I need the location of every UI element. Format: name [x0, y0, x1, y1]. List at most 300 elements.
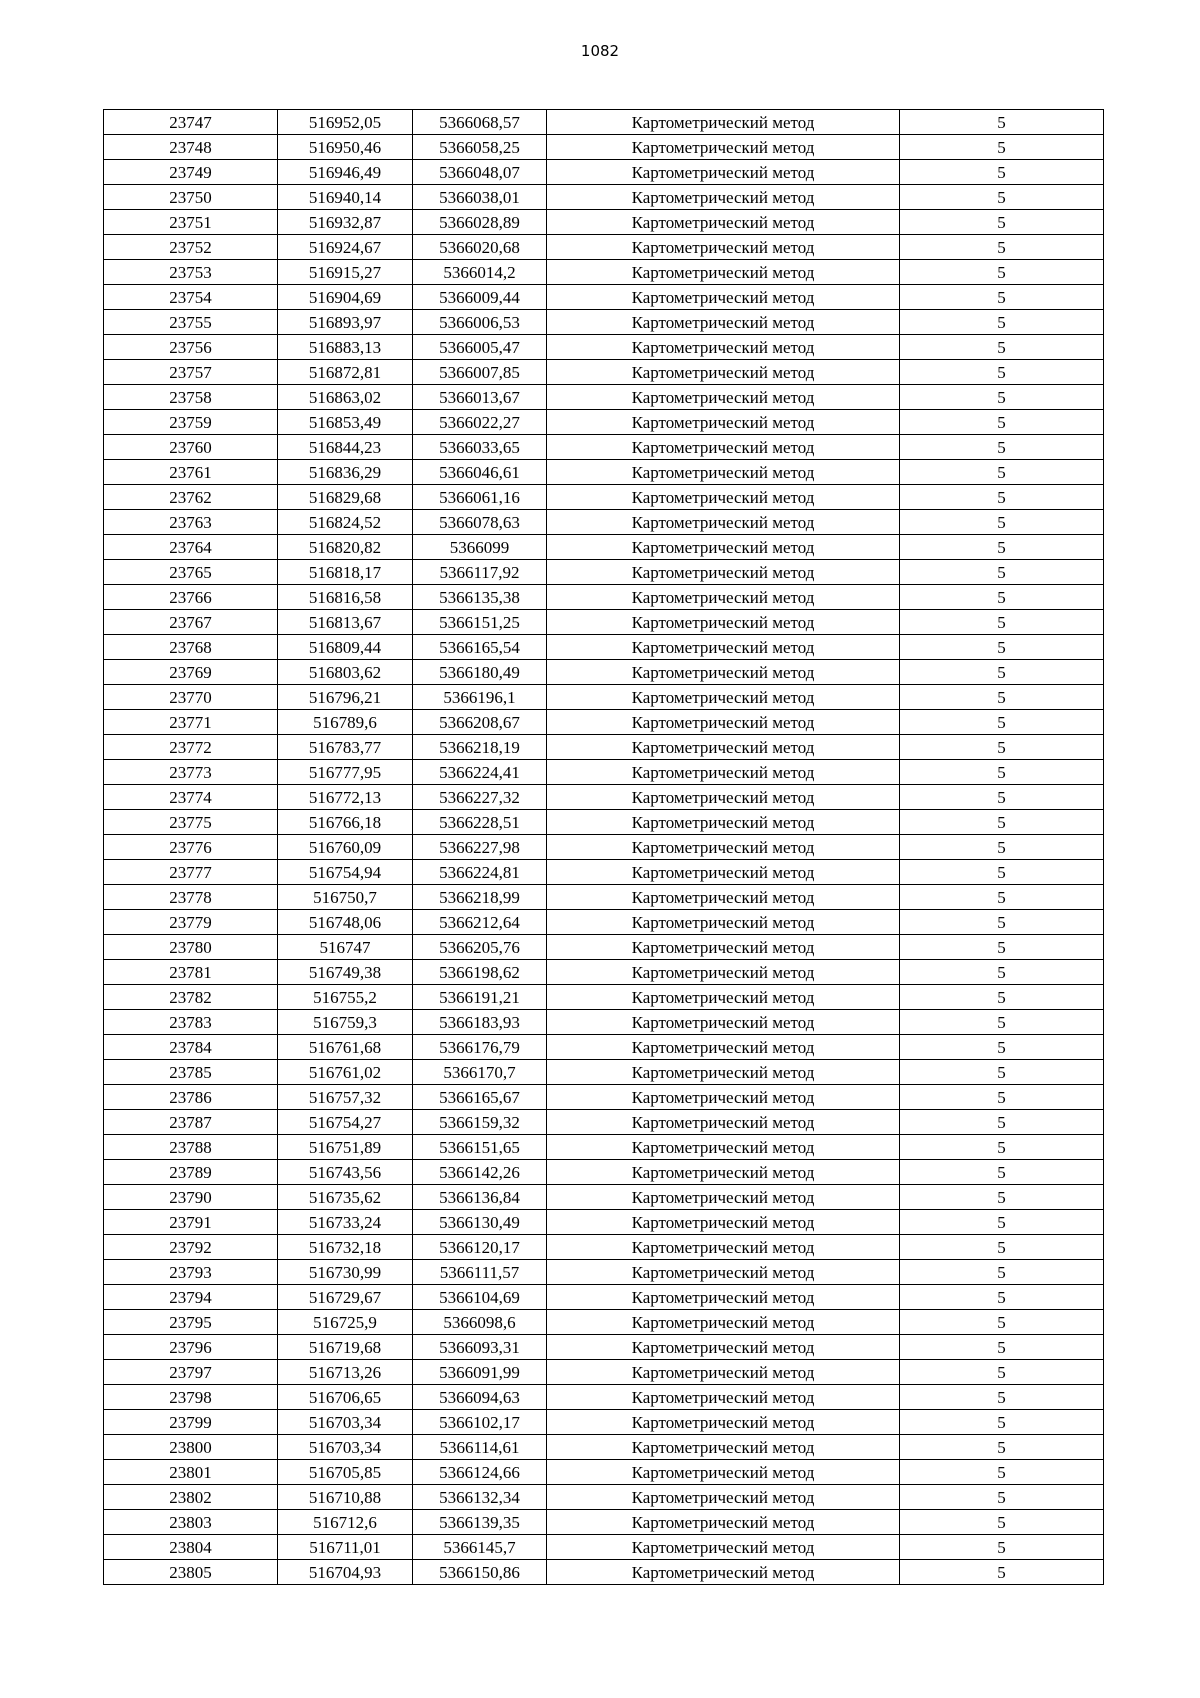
x-coordinate-cell: 516816,58: [278, 585, 413, 610]
accuracy-cell: 5: [900, 1035, 1104, 1060]
y-coordinate-cell: 5366009,44: [413, 285, 547, 310]
table-row: [104, 1535, 1104, 1560]
table-row: [104, 810, 1104, 835]
accuracy-cell: 5: [900, 210, 1104, 235]
point-number-cell: 23801: [104, 1460, 278, 1485]
method-cell: Картометрический метод: [547, 335, 900, 360]
x-coordinate-cell: 516818,17: [278, 560, 413, 585]
point-number-cell: 23758: [104, 385, 278, 410]
method-cell: Картометрический метод: [547, 1560, 900, 1585]
method-cell: Картометрический метод: [547, 235, 900, 260]
x-coordinate-cell: 516757,32: [278, 1085, 413, 1110]
x-coordinate-cell: 516712,6: [278, 1510, 413, 1535]
x-coordinate-cell: 516704,93: [278, 1560, 413, 1585]
x-coordinate-cell: 516946,49: [278, 160, 413, 185]
table-row: [104, 510, 1104, 535]
point-number-cell: 23803: [104, 1510, 278, 1535]
table-row: [104, 335, 1104, 360]
point-number-cell: 23754: [104, 285, 278, 310]
accuracy-cell: 5: [900, 1285, 1104, 1310]
x-coordinate-cell: 516766,18: [278, 810, 413, 835]
method-cell: Картометрический метод: [547, 1060, 900, 1085]
accuracy-cell: 5: [900, 1410, 1104, 1435]
y-coordinate-cell: 5366117,92: [413, 560, 547, 585]
accuracy-cell: 5: [900, 435, 1104, 460]
point-number-cell: 23750: [104, 185, 278, 210]
y-coordinate-cell: 5366124,66: [413, 1460, 547, 1485]
x-coordinate-cell: 516719,68: [278, 1335, 413, 1360]
y-coordinate-cell: 5366130,49: [413, 1210, 547, 1235]
table-row: [104, 710, 1104, 735]
table-row: [104, 110, 1104, 135]
point-number-cell: 23791: [104, 1210, 278, 1235]
accuracy-cell: 5: [900, 460, 1104, 485]
point-number-cell: 23772: [104, 735, 278, 760]
method-cell: Картометрический метод: [547, 510, 900, 535]
table-row: [104, 1035, 1104, 1060]
table-row: [104, 735, 1104, 760]
table-row: [104, 210, 1104, 235]
y-coordinate-cell: 5366014,2: [413, 260, 547, 285]
accuracy-cell: 5: [900, 1510, 1104, 1535]
method-cell: Картометрический метод: [547, 1110, 900, 1135]
point-number-cell: 23794: [104, 1285, 278, 1310]
method-cell: Картометрический метод: [547, 785, 900, 810]
point-number-cell: 23779: [104, 910, 278, 935]
x-coordinate-cell: 516789,6: [278, 710, 413, 735]
method-cell: Картометрический метод: [547, 985, 900, 1010]
accuracy-cell: 5: [900, 885, 1104, 910]
accuracy-cell: 5: [900, 835, 1104, 860]
point-number-cell: 23798: [104, 1385, 278, 1410]
table-row: [104, 285, 1104, 310]
point-number-cell: 23767: [104, 610, 278, 635]
method-cell: Картометрический метод: [547, 435, 900, 460]
method-cell: Картометрический метод: [547, 135, 900, 160]
point-number-cell: 23795: [104, 1310, 278, 1335]
table-row: [104, 1360, 1104, 1385]
accuracy-cell: 5: [900, 585, 1104, 610]
table-row: [104, 560, 1104, 585]
table-row: [104, 835, 1104, 860]
y-coordinate-cell: 5366165,67: [413, 1085, 547, 1110]
table-row: [104, 1460, 1104, 1485]
point-number-cell: 23802: [104, 1485, 278, 1510]
point-number-cell: 23784: [104, 1035, 278, 1060]
point-number-cell: 23760: [104, 435, 278, 460]
y-coordinate-cell: 5366061,16: [413, 485, 547, 510]
y-coordinate-cell: 5366228,51: [413, 810, 547, 835]
accuracy-cell: 5: [900, 310, 1104, 335]
y-coordinate-cell: 5366111,57: [413, 1260, 547, 1285]
method-cell: Картометрический метод: [547, 1535, 900, 1560]
method-cell: Картометрический метод: [547, 1385, 900, 1410]
y-coordinate-cell: 5366098,6: [413, 1310, 547, 1335]
accuracy-cell: 5: [900, 185, 1104, 210]
point-number-cell: 23764: [104, 535, 278, 560]
y-coordinate-cell: 5366013,67: [413, 385, 547, 410]
y-coordinate-cell: 5366020,68: [413, 235, 547, 260]
table-row: [104, 1110, 1104, 1135]
accuracy-cell: 5: [900, 910, 1104, 935]
y-coordinate-cell: 5366151,65: [413, 1135, 547, 1160]
coordinates-table: [103, 109, 1104, 1585]
table-row: [104, 860, 1104, 885]
accuracy-cell: 5: [900, 485, 1104, 510]
table-row: [104, 1185, 1104, 1210]
point-number-cell: 23768: [104, 635, 278, 660]
method-cell: Картометрический метод: [547, 685, 900, 710]
point-number-cell: 23759: [104, 410, 278, 435]
table-row: [104, 1435, 1104, 1460]
point-number-cell: 23762: [104, 485, 278, 510]
y-coordinate-cell: 5366165,54: [413, 635, 547, 660]
x-coordinate-cell: 516733,24: [278, 1210, 413, 1235]
method-cell: Картометрический метод: [547, 735, 900, 760]
method-cell: Картометрический метод: [547, 1360, 900, 1385]
method-cell: Картометрический метод: [547, 260, 900, 285]
method-cell: Картометрический метод: [547, 210, 900, 235]
x-coordinate-cell: 516761,02: [278, 1060, 413, 1085]
method-cell: Картометрический метод: [547, 1185, 900, 1210]
x-coordinate-cell: 516729,67: [278, 1285, 413, 1310]
accuracy-cell: 5: [900, 1210, 1104, 1235]
method-cell: Картометрический метод: [547, 1485, 900, 1510]
table-row: [104, 1235, 1104, 1260]
point-number-cell: 23765: [104, 560, 278, 585]
method-cell: Картометрический метод: [547, 1210, 900, 1235]
y-coordinate-cell: 5366183,93: [413, 1010, 547, 1035]
method-cell: Картометрический метод: [547, 1135, 900, 1160]
accuracy-cell: 5: [900, 1260, 1104, 1285]
x-coordinate-cell: 516761,68: [278, 1035, 413, 1060]
y-coordinate-cell: 5366198,62: [413, 960, 547, 985]
accuracy-cell: 5: [900, 735, 1104, 760]
point-number-cell: 23782: [104, 985, 278, 1010]
point-number-cell: 23769: [104, 660, 278, 685]
method-cell: Картометрический метод: [547, 285, 900, 310]
x-coordinate-cell: 516932,87: [278, 210, 413, 235]
table-row: [104, 1010, 1104, 1035]
y-coordinate-cell: 5366094,63: [413, 1385, 547, 1410]
method-cell: Картометрический метод: [547, 535, 900, 560]
y-coordinate-cell: 5366135,38: [413, 585, 547, 610]
method-cell: Картометрический метод: [547, 1260, 900, 1285]
accuracy-cell: 5: [900, 1235, 1104, 1260]
table-row: [104, 985, 1104, 1010]
point-number-cell: 23761: [104, 460, 278, 485]
accuracy-cell: 5: [900, 1110, 1104, 1135]
method-cell: Картометрический метод: [547, 1235, 900, 1260]
accuracy-cell: 5: [900, 985, 1104, 1010]
point-number-cell: 23776: [104, 835, 278, 860]
table-row: [104, 310, 1104, 335]
accuracy-cell: 5: [900, 610, 1104, 635]
accuracy-cell: 5: [900, 510, 1104, 535]
accuracy-cell: 5: [900, 285, 1104, 310]
table-row: [104, 910, 1104, 935]
method-cell: Картометрический метод: [547, 585, 900, 610]
x-coordinate-cell: 516924,67: [278, 235, 413, 260]
accuracy-cell: 5: [900, 235, 1104, 260]
point-number-cell: 23787: [104, 1110, 278, 1135]
accuracy-cell: 5: [900, 810, 1104, 835]
method-cell: Картометрический метод: [547, 460, 900, 485]
point-number-cell: 23790: [104, 1185, 278, 1210]
accuracy-cell: 5: [900, 1385, 1104, 1410]
method-cell: Картометрический метод: [547, 110, 900, 135]
x-coordinate-cell: 516730,99: [278, 1260, 413, 1285]
table-row: [104, 785, 1104, 810]
table-row: [104, 235, 1104, 260]
y-coordinate-cell: 5366007,85: [413, 360, 547, 385]
accuracy-cell: 5: [900, 560, 1104, 585]
y-coordinate-cell: 5366139,35: [413, 1510, 547, 1535]
x-coordinate-cell: 516706,65: [278, 1385, 413, 1410]
accuracy-cell: 5: [900, 1560, 1104, 1585]
y-coordinate-cell: 5366104,69: [413, 1285, 547, 1310]
accuracy-cell: 5: [900, 385, 1104, 410]
y-coordinate-cell: 5366114,61: [413, 1435, 547, 1460]
table-row: [104, 1160, 1104, 1185]
point-number-cell: 23753: [104, 260, 278, 285]
y-coordinate-cell: 5366091,99: [413, 1360, 547, 1385]
y-coordinate-cell: 5366151,25: [413, 610, 547, 635]
point-number-cell: 23771: [104, 710, 278, 735]
accuracy-cell: 5: [900, 1135, 1104, 1160]
point-number-cell: 23751: [104, 210, 278, 235]
method-cell: Картометрический метод: [547, 1010, 900, 1035]
x-coordinate-cell: 516772,13: [278, 785, 413, 810]
x-coordinate-cell: 516703,34: [278, 1435, 413, 1460]
y-coordinate-cell: 5366058,25: [413, 135, 547, 160]
x-coordinate-cell: 516711,01: [278, 1535, 413, 1560]
accuracy-cell: 5: [900, 1535, 1104, 1560]
x-coordinate-cell: 516725,9: [278, 1310, 413, 1335]
y-coordinate-cell: 5366218,19: [413, 735, 547, 760]
y-coordinate-cell: 5366033,65: [413, 435, 547, 460]
accuracy-cell: 5: [900, 335, 1104, 360]
x-coordinate-cell: 516748,06: [278, 910, 413, 935]
point-number-cell: 23749: [104, 160, 278, 185]
method-cell: Картометрический метод: [547, 485, 900, 510]
accuracy-cell: 5: [900, 1335, 1104, 1360]
table-row: [104, 685, 1104, 710]
x-coordinate-cell: 516803,62: [278, 660, 413, 685]
y-coordinate-cell: 5366048,07: [413, 160, 547, 185]
table-row: [104, 185, 1104, 210]
x-coordinate-cell: 516872,81: [278, 360, 413, 385]
point-number-cell: 23797: [104, 1360, 278, 1385]
y-coordinate-cell: 5366176,79: [413, 1035, 547, 1060]
coordinates-table-body: [104, 110, 1104, 1585]
accuracy-cell: 5: [900, 1060, 1104, 1085]
table-row: [104, 1285, 1104, 1310]
method-cell: Картометрический метод: [547, 185, 900, 210]
method-cell: Картометрический метод: [547, 860, 900, 885]
y-coordinate-cell: 5366159,32: [413, 1110, 547, 1135]
y-coordinate-cell: 5366132,34: [413, 1485, 547, 1510]
y-coordinate-cell: 5366145,7: [413, 1535, 547, 1560]
y-coordinate-cell: 5366170,7: [413, 1060, 547, 1085]
accuracy-cell: 5: [900, 410, 1104, 435]
table-row: [104, 460, 1104, 485]
accuracy-cell: 5: [900, 935, 1104, 960]
table-row: [104, 360, 1104, 385]
accuracy-cell: 5: [900, 860, 1104, 885]
method-cell: Картометрический метод: [547, 935, 900, 960]
point-number-cell: 23804: [104, 1535, 278, 1560]
table-row: [104, 135, 1104, 160]
method-cell: Картометрический метод: [547, 635, 900, 660]
y-coordinate-cell: 5366208,67: [413, 710, 547, 735]
point-number-cell: 23763: [104, 510, 278, 535]
x-coordinate-cell: 516813,67: [278, 610, 413, 635]
accuracy-cell: 5: [900, 260, 1104, 285]
method-cell: Картометрический метод: [547, 385, 900, 410]
method-cell: Картометрический метод: [547, 160, 900, 185]
x-coordinate-cell: 516754,94: [278, 860, 413, 885]
y-coordinate-cell: 5366205,76: [413, 935, 547, 960]
y-coordinate-cell: 5366028,89: [413, 210, 547, 235]
point-number-cell: 23757: [104, 360, 278, 385]
point-number-cell: 23774: [104, 785, 278, 810]
y-coordinate-cell: 5366046,61: [413, 460, 547, 485]
method-cell: Картометрический метод: [547, 760, 900, 785]
table-row: [104, 160, 1104, 185]
x-coordinate-cell: 516829,68: [278, 485, 413, 510]
x-coordinate-cell: 516904,69: [278, 285, 413, 310]
method-cell: Картометрический метод: [547, 1160, 900, 1185]
accuracy-cell: 5: [900, 660, 1104, 685]
method-cell: Картометрический метод: [547, 710, 900, 735]
table-row: [104, 535, 1104, 560]
accuracy-cell: 5: [900, 960, 1104, 985]
point-number-cell: 23783: [104, 1010, 278, 1035]
table-row: [104, 610, 1104, 635]
x-coordinate-cell: 516940,14: [278, 185, 413, 210]
point-number-cell: 23781: [104, 960, 278, 985]
table-row: [104, 1310, 1104, 1335]
table-row: [104, 410, 1104, 435]
table-row: [104, 1560, 1104, 1585]
point-number-cell: 23777: [104, 860, 278, 885]
table-row: [104, 960, 1104, 985]
point-number-cell: 23799: [104, 1410, 278, 1435]
x-coordinate-cell: 516950,46: [278, 135, 413, 160]
method-cell: Картометрический метод: [547, 360, 900, 385]
y-coordinate-cell: 5366196,1: [413, 685, 547, 710]
accuracy-cell: 5: [900, 1310, 1104, 1335]
point-number-cell: 23800: [104, 1435, 278, 1460]
x-coordinate-cell: 516751,89: [278, 1135, 413, 1160]
point-number-cell: 23756: [104, 335, 278, 360]
accuracy-cell: 5: [900, 1010, 1104, 1035]
y-coordinate-cell: 5366006,53: [413, 310, 547, 335]
point-number-cell: 23788: [104, 1135, 278, 1160]
point-number-cell: 23778: [104, 885, 278, 910]
x-coordinate-cell: 516809,44: [278, 635, 413, 660]
y-coordinate-cell: 5366038,01: [413, 185, 547, 210]
y-coordinate-cell: 5366180,49: [413, 660, 547, 685]
table-row: [104, 585, 1104, 610]
point-number-cell: 23775: [104, 810, 278, 835]
y-coordinate-cell: 5366120,17: [413, 1235, 547, 1260]
method-cell: Картометрический метод: [547, 885, 900, 910]
point-number-cell: 23773: [104, 760, 278, 785]
method-cell: Картометрический метод: [547, 560, 900, 585]
x-coordinate-cell: 516710,88: [278, 1485, 413, 1510]
method-cell: Картометрический метод: [547, 960, 900, 985]
point-number-cell: 23748: [104, 135, 278, 160]
x-coordinate-cell: 516915,27: [278, 260, 413, 285]
y-coordinate-cell: 5366136,84: [413, 1185, 547, 1210]
y-coordinate-cell: 5366212,64: [413, 910, 547, 935]
point-number-cell: 23805: [104, 1560, 278, 1585]
method-cell: Картометрический метод: [547, 1035, 900, 1060]
x-coordinate-cell: 516750,7: [278, 885, 413, 910]
x-coordinate-cell: 516749,38: [278, 960, 413, 985]
method-cell: Картометрический метод: [547, 1460, 900, 1485]
x-coordinate-cell: 516705,85: [278, 1460, 413, 1485]
accuracy-cell: 5: [900, 1460, 1104, 1485]
x-coordinate-cell: 516755,2: [278, 985, 413, 1010]
point-number-cell: 23789: [104, 1160, 278, 1185]
table-row: [104, 1135, 1104, 1160]
method-cell: Картометрический метод: [547, 1435, 900, 1460]
table-row: [104, 385, 1104, 410]
table-row: [104, 1510, 1104, 1535]
x-coordinate-cell: 516777,95: [278, 760, 413, 785]
method-cell: Картометрический метод: [547, 910, 900, 935]
x-coordinate-cell: 516853,49: [278, 410, 413, 435]
method-cell: Картометрический метод: [547, 1335, 900, 1360]
point-number-cell: 23766: [104, 585, 278, 610]
y-coordinate-cell: 5366218,99: [413, 885, 547, 910]
x-coordinate-cell: 516783,77: [278, 735, 413, 760]
y-coordinate-cell: 5366142,26: [413, 1160, 547, 1185]
table-row: [104, 1485, 1104, 1510]
x-coordinate-cell: 516754,27: [278, 1110, 413, 1135]
method-cell: Картометрический метод: [547, 610, 900, 635]
accuracy-cell: 5: [900, 710, 1104, 735]
accuracy-cell: 5: [900, 635, 1104, 660]
accuracy-cell: 5: [900, 535, 1104, 560]
y-coordinate-cell: 5366191,21: [413, 985, 547, 1010]
table-row: [104, 1335, 1104, 1360]
table-row: [104, 1410, 1104, 1435]
accuracy-cell: 5: [900, 110, 1104, 135]
accuracy-cell: 5: [900, 685, 1104, 710]
accuracy-cell: 5: [900, 1435, 1104, 1460]
y-coordinate-cell: 5366005,47: [413, 335, 547, 360]
point-number-cell: 23770: [104, 685, 278, 710]
accuracy-cell: 5: [900, 1360, 1104, 1385]
point-number-cell: 23785: [104, 1060, 278, 1085]
y-coordinate-cell: 5366224,81: [413, 860, 547, 885]
x-coordinate-cell: 516703,34: [278, 1410, 413, 1435]
method-cell: Картометрический метод: [547, 1410, 900, 1435]
accuracy-cell: 5: [900, 1485, 1104, 1510]
x-coordinate-cell: 516735,62: [278, 1185, 413, 1210]
method-cell: Картометрический метод: [547, 810, 900, 835]
y-coordinate-cell: 5366224,41: [413, 760, 547, 785]
method-cell: Картометрический метод: [547, 660, 900, 685]
method-cell: Картометрический метод: [547, 410, 900, 435]
point-number-cell: 23792: [104, 1235, 278, 1260]
page-number: 1082: [580, 42, 620, 60]
y-coordinate-cell: 5366227,32: [413, 785, 547, 810]
